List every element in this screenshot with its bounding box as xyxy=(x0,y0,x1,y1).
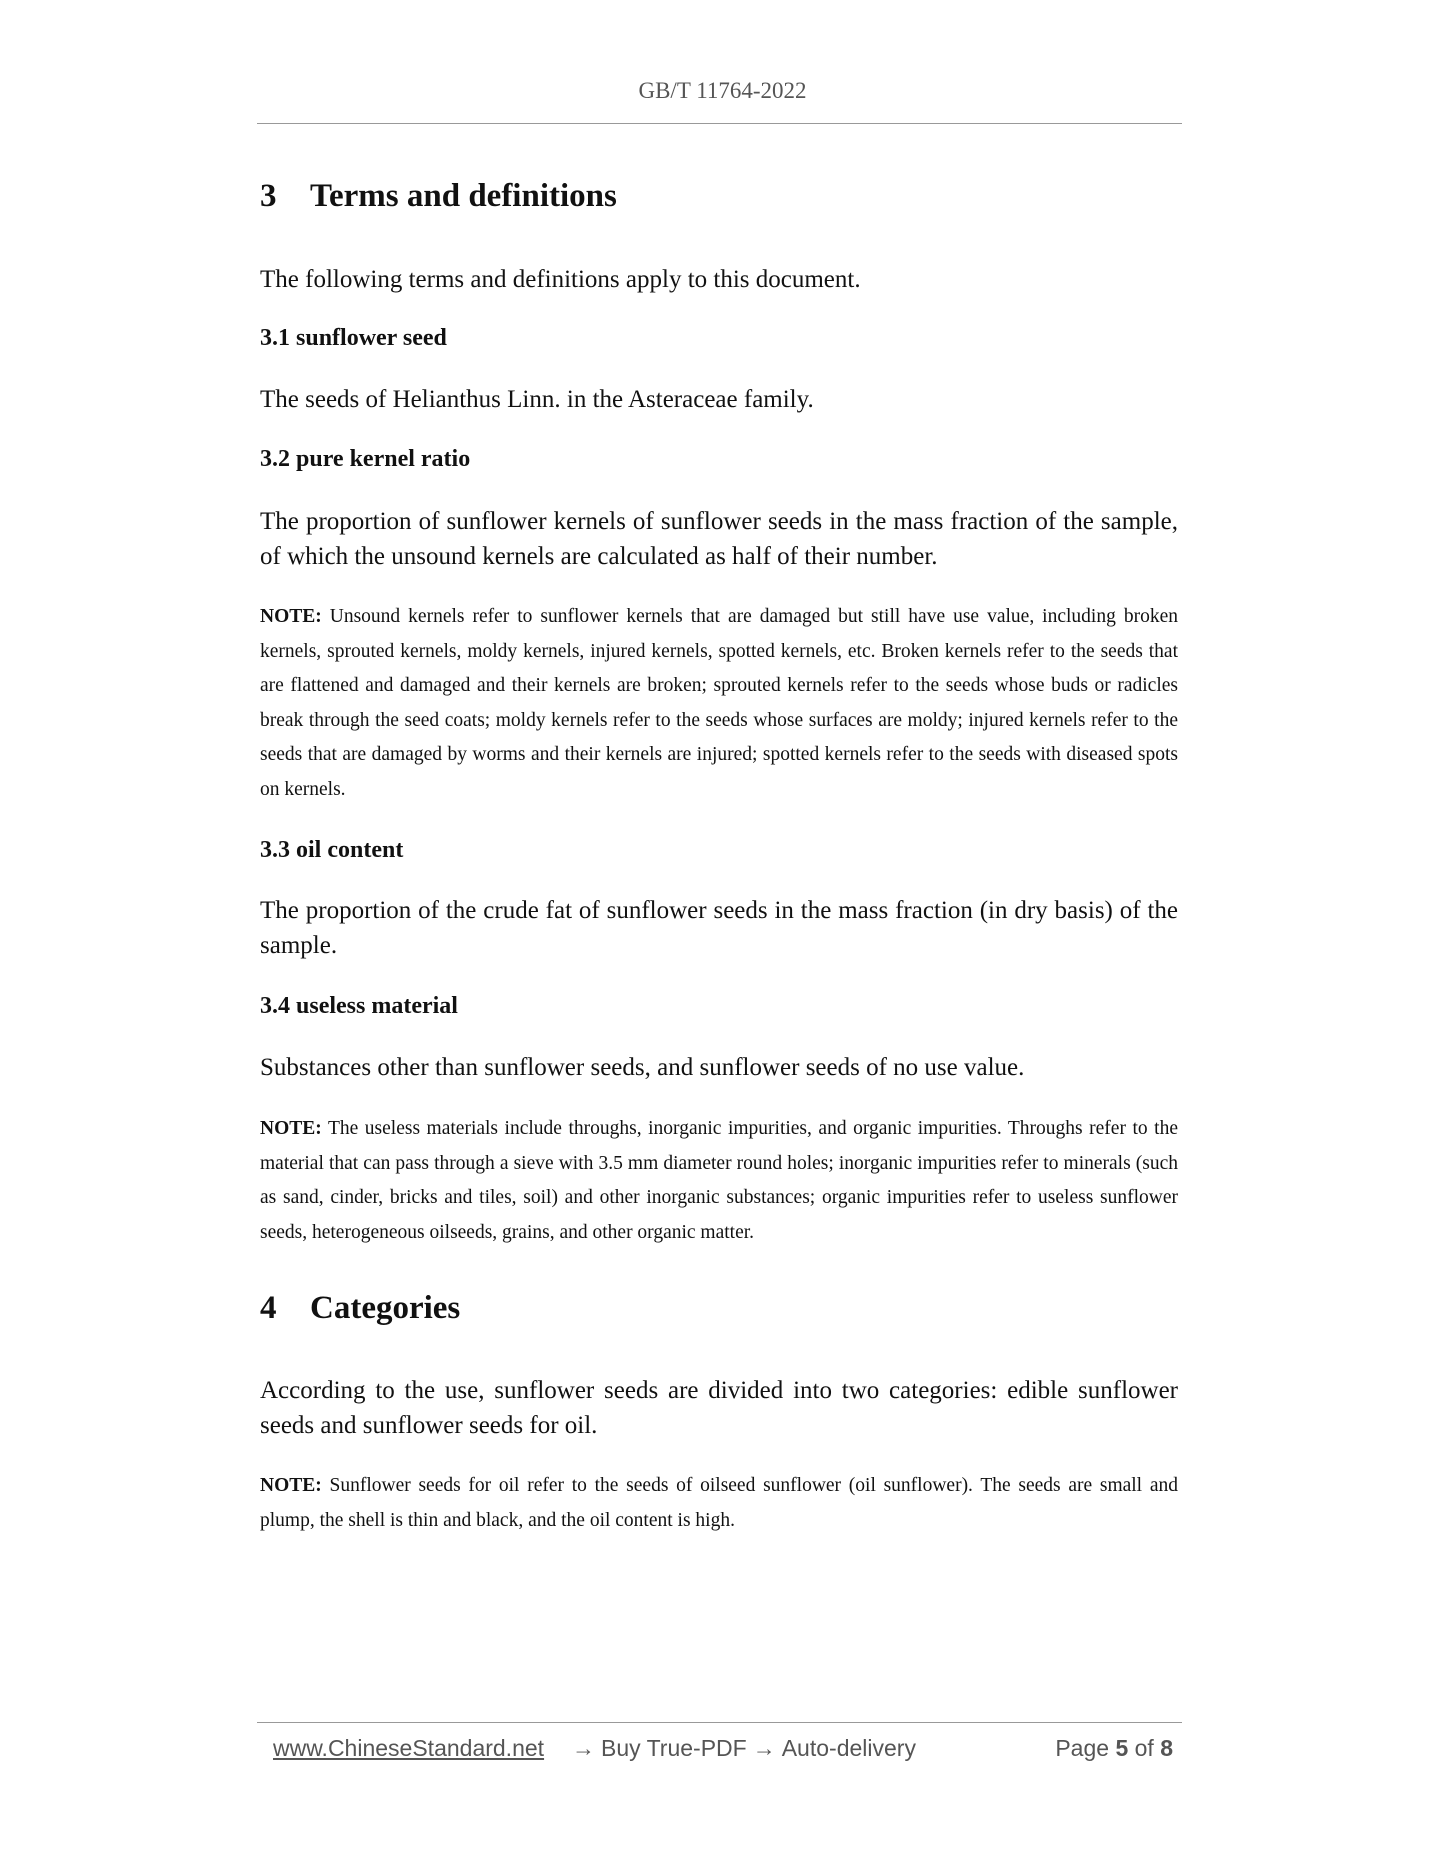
page-of: of xyxy=(1134,1735,1154,1761)
term-3-2-heading: 3.2 pure kernel ratio xyxy=(260,446,471,472)
term-3-2-definition: The proportion of sunflower kernels of sunflower seeds in the mass fraction of the sample, of which the unsound kernels are calculated as half of their number. xyxy=(260,508,1178,570)
section-3-heading xyxy=(260,178,1178,215)
note-label: NOTE: xyxy=(260,1118,322,1139)
note-text: Sunflower seeds for oil refer to the seeds of oilseed sunflower (oil sunflower). The seeds are small and plump, the shell is thin and black, and the oil content is high. xyxy=(260,1475,1178,1531)
page-current: 5 xyxy=(1115,1735,1129,1761)
note-text: The useless materials include throughs, inorganic impurities, and organic impurities. Throughs refer to the material that can pass through a sieve with 3.5 mm diameter round holes; inorganic impurities refer to minerals (such as sand, cinder, bricks and tiles, soil) and other inorganic substances; organic impurities refer to useless sunflower seeds, heterogeneous oilseeds, grains, and other organic matter. xyxy=(260,1118,1178,1243)
page-total: 8 xyxy=(1160,1735,1173,1761)
term-3-2-note xyxy=(260,600,1178,807)
note-label: NOTE: xyxy=(260,1475,322,1496)
term-3-1-heading: 3.1 sunflower seed xyxy=(260,325,447,351)
arrow-right-icon: → xyxy=(752,1735,776,1761)
footer-promo xyxy=(566,1735,916,1762)
arrow-right-icon: → xyxy=(572,1735,595,1761)
buy-pdf-text: Buy True-PDF xyxy=(601,1735,747,1761)
term-3-4-note xyxy=(260,1112,1178,1250)
term-3-4-definition: Substances other than sunflower seeds, and sunflower seeds of no use value. xyxy=(260,1054,1025,1081)
page-footer xyxy=(273,1735,1173,1771)
term-3-3-definition: The proportion of the crude fat of sunflower seeds in the mass fraction (in dry basis) of the sample. xyxy=(260,897,1178,959)
page-label: Page xyxy=(1055,1735,1110,1761)
term-3-4-heading: 3.4 useless material xyxy=(260,993,458,1019)
running-header: GB/T 11764-2022 xyxy=(638,78,807,103)
page-indicator xyxy=(1055,1735,1173,1762)
section-4-text: According to the use, sunflower seeds are divided into two categories: edible sunflower seeds and sunflower seeds for oil. xyxy=(260,1377,1178,1439)
section-3-intro: The following terms and definitions apply to this document. xyxy=(260,266,861,293)
website-link[interactable]: www.ChineseStandard.net xyxy=(273,1735,545,1761)
note-label: NOTE: xyxy=(260,606,322,627)
section-4-note xyxy=(260,1469,1178,1538)
footer-divider xyxy=(257,1722,1182,1723)
header-divider xyxy=(257,123,1182,124)
section-3-title: Terms and definitions xyxy=(310,178,617,214)
note-text: Unsound kernels refer to sunflower kernels that are damaged but still have use value, including broken kernels, sprouted kernels, moldy kernels, injured kernels, spotted kernels, etc. Broken kernels refer to the seeds that are flattened and damaged and their kernels are broken; sprouted kernels refer to the seeds whose buds or radicles break through the seed coats; moldy kernels refer to the seeds whose surfaces are moldy; injured kernels refer to the seeds that are damaged by worms and their kernels are injured; spotted kernels refer to the seeds with diseased spots on kernels. xyxy=(260,606,1178,800)
section-4-heading xyxy=(260,1290,1178,1327)
section-4-title: Categories xyxy=(310,1290,461,1326)
section-4-number: 4 xyxy=(260,1290,277,1326)
auto-delivery-text: Auto-delivery xyxy=(781,1735,916,1761)
section-3-number: 3 xyxy=(260,178,277,214)
term-3-3-heading: 3.3 oil content xyxy=(260,837,404,863)
term-3-1-definition: The seeds of Helianthus Linn. in the Asteraceae family. xyxy=(260,386,814,413)
